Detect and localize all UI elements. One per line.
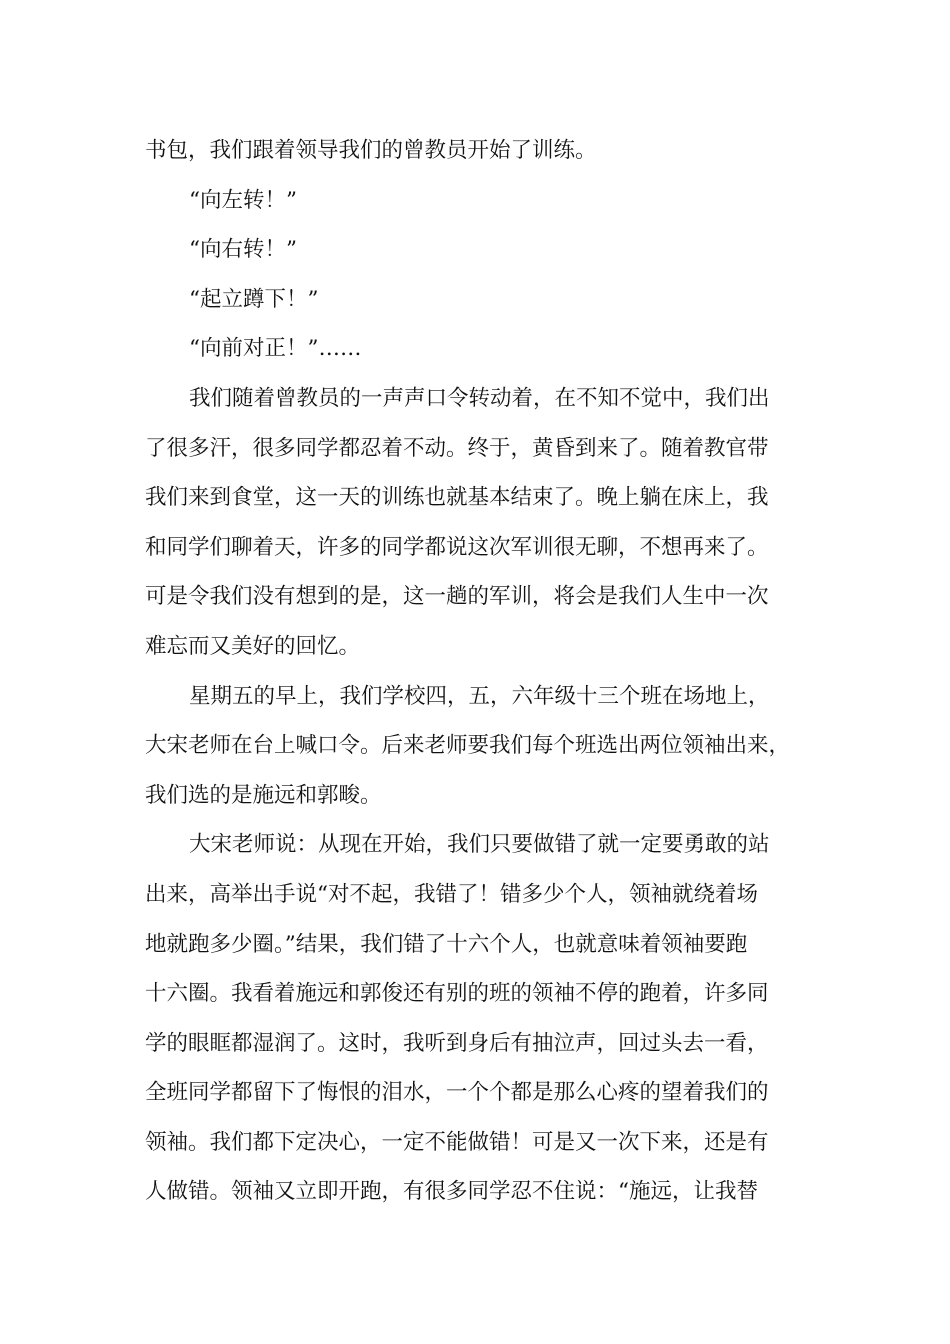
text-line: 人做错。领袖又立即开跑，有很多同学忍不住说：“施远，让我替 [145,1179,758,1205]
text-line: 十六圈。我看着施远和郭俊还有别的班的领袖不停的跑着，许多同 [145,981,769,1007]
text-line: 书包，我们跟着领导我们的曾教员开始了训练。 [145,138,597,163]
text-line: 大宋老师说：从现在开始，我们只要做错了就一定要勇敢的站 [189,832,770,858]
text-line: 和同学们聊着天，许多的同学都说这次军训很无聊，不想再来了。 [145,534,769,560]
text-line: 地就跑多少圈。”结果，我们错了十六个人，也就意味着领袖要跑 [145,931,748,957]
text-line: 我们来到食堂，这一天的训练也就基本结束了。晚上躺在床上，我 [145,485,769,511]
text-line: “起立蹲下！” [189,286,319,312]
text-line: 星期五的早上，我们学校四，五，六年级十三个班在场地上， [189,683,770,709]
text-line: “向右转！” [189,237,297,263]
text-line: 领袖。我们都下定决心，一定不能做错！可是又一次下来，还是有 [145,1129,769,1155]
text-line: 我们随着曾教员的一声声口令转动着，在不知不觉中，我们出 [189,385,770,411]
text-line: “向前对正！”…… [189,336,362,362]
text-line: 可是令我们没有想到的是，这一趟的军训，将会是我们人生中一次 [145,584,769,610]
text-line: 出来，高举出手说“对不起，我错了！错多少个人，领袖就绕着场 [145,881,758,907]
text-line: 全班同学都留下了悔恨的泪水，一个个都是那么心疼的望着我们的 [145,1080,769,1106]
text-line: “向左转！” [189,187,297,213]
text-line: 大宋老师在台上喊口令。后来老师要我们每个班选出两位领袖出来， [145,733,791,759]
text-line: 我们选的是施远和郭畯。 [145,782,382,808]
text-line: 学的眼眶都湿润了。这时，我听到身后有抽泣声，回过头去一看， [145,1030,769,1056]
text-line: 了很多汗，很多同学都忍着不动。终于，黄昏到来了。随着教官带 [145,435,769,461]
text-line: 难忘而又美好的回忆。 [145,633,361,659]
body-text [145,126,835,1217]
